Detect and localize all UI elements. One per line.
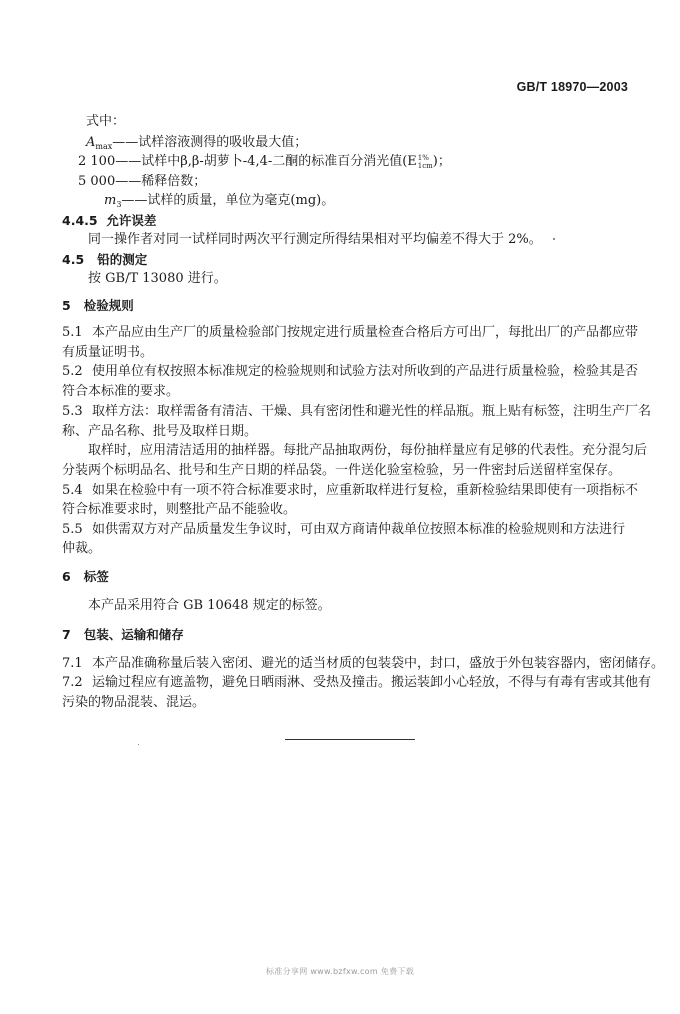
- factor-subscript: 1cm: [417, 162, 433, 170]
- clause-number: 5.4: [62, 483, 83, 498]
- mass-symbol: m: [104, 193, 117, 208]
- clause-7-2-line-1: [62, 675, 651, 691]
- section-title: 允许误差: [106, 213, 157, 228]
- chapter-6-heading: [62, 569, 109, 585]
- section-4-4-5-text: 同一操作者对同一试样同时两次平行测定所得结果相对平均偏差不得大于 2%。: [88, 232, 542, 247]
- clause-number: 5.3: [62, 404, 83, 419]
- legend-dilution: [78, 174, 206, 190]
- clause-text: 如果在检验中有一项不符合标准要求时，应重新取样进行复检，重新检验结果即使有一项指标不: [92, 483, 639, 498]
- clause-text: 本产品准确称量后装入密闭、避光的适当材质的包装袋中，封口，盛放于外包装容器内，密闭储存。: [92, 656, 665, 671]
- section-number: 4.4.5: [62, 213, 98, 228]
- end-rule: [285, 739, 415, 740]
- chapter-number: 6: [62, 569, 71, 584]
- chapter-title: 标签: [83, 569, 109, 584]
- dilution-description: ——稀释倍数；: [115, 174, 207, 189]
- amax-subscript: max: [95, 142, 113, 151]
- clause-7-1-line-1: [62, 656, 664, 672]
- legend-mass: [104, 193, 334, 213]
- clause-5-3-line-2: 称、产品名称、批号及取样日期。: [62, 424, 258, 439]
- mass-description: ——试样的质量，单位为毫克(mg)。: [121, 193, 335, 208]
- chapter-number: 5: [62, 298, 71, 313]
- section-4-5-text: 按 GB/T 13080 进行。: [88, 271, 227, 286]
- clause-5-1-line-2: 有质量证明书。: [62, 345, 154, 360]
- clause-5-4-line-2: 符合标准要求时，则整批产品不能验收。: [62, 502, 297, 517]
- chapter-number: 7: [62, 627, 71, 642]
- chapter-title: 检验规则: [83, 298, 134, 313]
- chapter-6-text: 本产品采用符合 GB 10648 规定的标签。: [88, 598, 331, 613]
- legend-amax: [86, 135, 307, 155]
- amax-description: ——试样溶液测得的吸收最大值；: [112, 135, 308, 150]
- clause-number: 7.2: [62, 675, 83, 690]
- mass-subscript: 3: [116, 200, 122, 209]
- factor-superscript: 1%: [417, 154, 429, 162]
- clause-5-2-line-1: [62, 364, 638, 380]
- section-number: 4.5: [62, 252, 85, 267]
- clause-number: 5.5: [62, 522, 83, 537]
- clause-5-3-line-3: 取样时，应用清洁适用的抽样器。每批产品抽取两份，每份抽样量应有足够的代表性。充分混匀后: [88, 443, 648, 458]
- factor-tail: )；: [432, 154, 451, 169]
- clause-text: 使用单位有权按照本标准规定的检验规则和试验方法对所收到的产品进行质量检验，检验其是否: [92, 364, 639, 379]
- clause-5-4-line-1: [62, 483, 638, 499]
- scan-speck: [553, 238, 555, 240]
- extinction-indices: [417, 154, 433, 170]
- chapter-5-heading: [62, 298, 134, 314]
- clause-5-5-line-1: [62, 522, 625, 538]
- standard-code: GB/T 18970—2003: [516, 80, 628, 94]
- clause-number: 5.1: [62, 325, 83, 340]
- clause-text: 运输过程应有遮盖物，避免日晒雨淋、受热及撞击。搬运装卸小心轻放，不得与有毒有害或其他有: [92, 675, 652, 690]
- clause-text: 本产品应由生产厂的质量检验部门按规定进行质量检查合格后方可出厂，每批出厂的产品都应带: [92, 325, 639, 340]
- factor-description: ——试样中β,β-胡萝卜-4,4-二酮的标准百分消光值(E: [115, 154, 417, 169]
- section-4-4-5-heading: [62, 213, 156, 229]
- chapter-title: 包装、运输和储存: [83, 627, 184, 642]
- clause-5-3-line-4: 分装两个标明品名、批号和生产日期的样品袋。一件送化验室检验，另一件密封后送留样室保存。: [62, 463, 622, 478]
- section-title: 铅的测定: [97, 252, 148, 267]
- section-4-5-heading: [62, 252, 147, 268]
- clause-5-3-line-1: [62, 404, 651, 420]
- dilution-value: 5 000: [78, 174, 116, 189]
- clause-number: 5.2: [62, 364, 83, 379]
- clause-number: 7.1: [62, 656, 83, 671]
- clause-5-5-line-2: 仲裁。: [62, 541, 102, 556]
- clause-7-2-line-2: 污染的物品混装、混运。: [62, 695, 206, 710]
- factor-value: 2 100: [78, 154, 116, 169]
- formula-intro: 式中：: [86, 114, 126, 129]
- scan-speck: [138, 744, 139, 745]
- amax-symbol: A: [86, 135, 96, 150]
- clause-text: 如供需双方对产品质量发生争议时，可由双方商请仲裁单位按照本标准的检验规则和方法进行: [92, 522, 626, 537]
- clause-5-1-line-1: [62, 325, 638, 341]
- chapter-7-heading: [62, 627, 184, 643]
- watermark-footer: 标准分享网 www.bzfxw.com 免费下载: [266, 967, 414, 976]
- clause-text: 取样方法：取样需备有清洁、干燥、具有密闭性和避光性的样品瓶。瓶上贴有标签，注明生产厂名: [92, 404, 652, 419]
- legend-factor: [78, 154, 451, 170]
- clause-5-2-line-2: 符合本标准的要求。: [62, 384, 180, 399]
